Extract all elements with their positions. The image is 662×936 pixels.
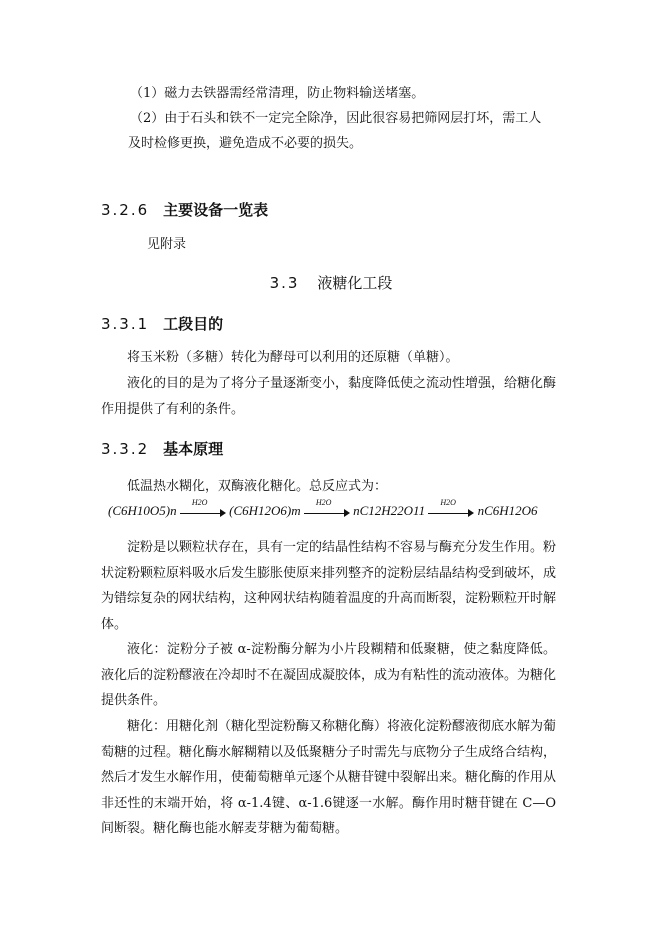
list-item-1: （1）磁力去铁器需经常清理，防止物料输送堵塞。	[130, 86, 425, 101]
heading-title: 基本原理	[163, 440, 224, 458]
heading-3-3-2	[101, 437, 223, 461]
heading-title: 液糖化工段	[317, 274, 393, 292]
formula-term: (C6H10O5)n	[108, 503, 177, 518]
list-item-2-line-1: （2）由于石头和铁不一定完全除净，因此很容易把筛网层打坏，需工人	[130, 111, 542, 126]
heading-title: 工段目的	[163, 315, 224, 333]
reaction-arrow: H2O	[304, 505, 350, 519]
heading-title: 主要设备一览表	[163, 201, 269, 219]
formula-term: nC6H12O6	[477, 503, 538, 518]
formula-term: (C6H12O6)m	[229, 503, 301, 518]
formula-term: nC12H22O11	[353, 503, 426, 518]
paragraph: 液化的目的是为了将分子量逐渐变小，黏度降低使之流动性增强，给糖化酶作用提供了有利的条件。	[101, 376, 557, 417]
heading-number: 3.3	[269, 274, 300, 292]
paragraph: 淀粉是以颗粒状存在，具有一定的结晶性结构不容易与酶充分发生作用。粉状淀粉颗粒原料吸水后发生膨胀使原来排列整齐的淀粉层结晶结构受到破坏，成为错综复杂的网状结构，这种网状结构随着温度的升高而断裂，淀粉颗粒开时解体。	[101, 540, 557, 632]
paragraph: 液化：淀粉分子被 α-淀粉酶分解为小片段糊精和低聚糖，使之黏度降低。液化后的淀粉醪液在冷却时不在凝固成凝胶体，成为有粘性的流动液体。为糖化提供条件。	[101, 642, 557, 709]
heading-3-3	[0, 271, 662, 295]
list-item-2-line-2: 及时检修更换，避免造成不必要的损失。	[128, 136, 363, 151]
reaction-arrow: H2O	[428, 505, 474, 519]
heading-number: 3.3.1	[101, 315, 150, 333]
reaction-arrow: H2O	[180, 505, 226, 519]
heading-3-2-6	[101, 198, 268, 222]
appendix-note: 见附录	[147, 237, 187, 252]
paragraph: 将玉米粉（多糖）转化为酵母可以利用的还原糖（单糖）。	[127, 350, 459, 365]
paragraph: 糖化：用糖化剂（糖化型淀粉酶又称糖化酶）将液化淀粉醪液彻底水解为葡萄糖的过程。糖化酶水解糊精以及低聚糖分子时需先与底物分子生成络合结构，然后才发生水解作用，使葡萄糖单元逐个从糖苷键中裂解出来。糖化酶的作用从非还性的末端开始，将 α-1.4键、α-1.6键逐一水解。酶作用时糖苷键在 C—O 间断裂。糖化酶也能水解麦芽糖为葡萄糖。	[101, 719, 557, 837]
heading-number: 3.2.6	[101, 201, 150, 219]
heading-3-3-1	[101, 312, 223, 336]
heading-number: 3.3.2	[101, 440, 150, 458]
paragraph: 低温热水糊化，双酶液化糖化。总反应式为：	[127, 479, 388, 494]
reaction-formula	[108, 498, 538, 519]
